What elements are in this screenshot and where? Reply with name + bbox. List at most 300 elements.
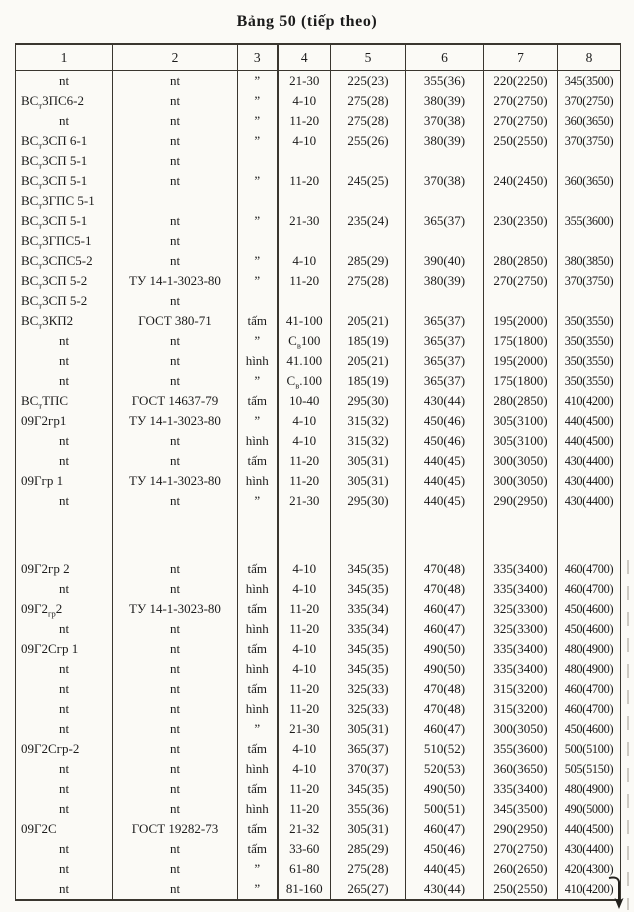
table-cell: tấm [238, 639, 278, 659]
table-cell: 250(2550) [484, 879, 558, 900]
table-cell: hình [238, 351, 278, 371]
table-cell: 355(36) [331, 799, 406, 819]
table-cell [278, 191, 331, 211]
table-cell: 470(48) [406, 699, 484, 719]
table-cell: 4-10 [278, 739, 331, 759]
table-cell: 325(3300) [484, 599, 558, 619]
standard-cell: nt [113, 131, 238, 151]
table-cell: 11-20 [278, 619, 331, 639]
table-cell: 380(3850) [558, 251, 621, 271]
table-cell: 4-10 [278, 251, 331, 271]
table-gap-row [16, 511, 621, 559]
standard-cell: nt [113, 451, 238, 471]
table-cell: 41-100 [278, 311, 331, 331]
table-cell: 450(46) [406, 839, 484, 859]
table-cell: ” [238, 211, 278, 231]
table-cell: 345(35) [331, 559, 406, 579]
table-cell: 490(50) [406, 659, 484, 679]
table-cell: 490(5000) [558, 799, 621, 819]
standard-cell: nt [113, 171, 238, 191]
table-cell: 350(3550) [558, 331, 621, 351]
table-cell: 220(2250) [484, 71, 558, 92]
table-row [16, 291, 621, 311]
table-row [16, 619, 621, 639]
table-cell: 370(2750) [558, 91, 621, 111]
table-row [16, 131, 621, 151]
grade-cell: $ВС_т3СП$ 5-1 [21, 153, 88, 171]
data-table [15, 43, 621, 901]
standard-cell: ГОСТ 14637-79 [113, 391, 238, 411]
standard-cell: nt [113, 619, 238, 639]
table-cell: 365(37) [406, 371, 484, 391]
table-cell: 430(44) [406, 879, 484, 900]
table-row [16, 719, 621, 739]
table-cell [558, 191, 621, 211]
table-cell: 460(47) [406, 719, 484, 739]
standard-cell: nt [113, 719, 238, 739]
table-cell: 205(21) [331, 351, 406, 371]
page-title: Bảng 50 (tiếp theo) [236, 13, 378, 30]
standard-cell: nt [113, 351, 238, 371]
table-cell: 335(3400) [484, 639, 558, 659]
table-cell: 4-10 [278, 131, 331, 151]
standard-cell: nt [113, 739, 238, 759]
table-row [16, 491, 621, 511]
table-cell: 61-80 [278, 859, 331, 879]
table-cell [484, 191, 558, 211]
table-cell: 280(2850) [484, 251, 558, 271]
table-cell: 4-10 [278, 579, 331, 599]
standard-cell: ТУ 14-1-3023-80 [113, 471, 238, 491]
table-cell: tấm [238, 559, 278, 579]
table-cell: hình [238, 431, 278, 451]
table-cell: ” [238, 131, 278, 151]
table-cell: 345(3500) [484, 799, 558, 819]
grade-cell: nt [58, 373, 70, 388]
table-cell: 420(4300) [558, 859, 621, 879]
table-cell: ” [238, 491, 278, 511]
table-cell: 270(2750) [484, 91, 558, 111]
grade-cell: nt [58, 113, 70, 128]
table-row [16, 331, 621, 351]
grade-cell: $09Г2_{гр}2$ [21, 601, 63, 619]
table-cell: 300(3050) [484, 719, 558, 739]
table-cell: 255(26) [331, 131, 406, 151]
table-cell: 325(33) [331, 699, 406, 719]
table-cell [238, 231, 278, 251]
table-row [16, 111, 621, 131]
table-cell: 275(28) [331, 859, 406, 879]
table-cell: 300(3050) [484, 451, 558, 471]
grade-cell: nt [58, 353, 70, 368]
standard-cell: nt [113, 859, 238, 879]
table-cell: tấm [238, 311, 278, 331]
standard-cell: nt [113, 839, 238, 859]
table-cell: 370(3750) [558, 271, 621, 291]
table-cell: 355(3600) [558, 211, 621, 231]
table-cell: 335(34) [331, 619, 406, 639]
table-cell: hình [238, 579, 278, 599]
table-cell: 195(2000) [484, 311, 558, 331]
standard-cell: ТУ 14-1-3023-80 [113, 411, 238, 431]
table-cell [406, 231, 484, 251]
table-row [16, 839, 621, 859]
table-cell [331, 151, 406, 171]
table-cell: 265(27) [331, 879, 406, 900]
table-row [16, 659, 621, 679]
table-cell: 355(3600) [484, 739, 558, 759]
table-cell: 365(37) [406, 351, 484, 371]
standard-cell: nt [113, 211, 238, 231]
table-cell: 510(52) [406, 739, 484, 759]
table-cell: ” [238, 331, 278, 351]
table-cell: 380(39) [406, 271, 484, 291]
table-cell [331, 291, 406, 311]
table-cell: 11-20 [278, 111, 331, 131]
table-cell: 335(34) [331, 599, 406, 619]
standard-cell: nt [113, 559, 238, 579]
grade-cell: $ВС_т3СП$ 5-2 [21, 273, 88, 291]
table-cell: 240(2450) [484, 171, 558, 191]
table-cell: tấm [238, 679, 278, 699]
table-cell: 355(36) [406, 71, 484, 92]
table-cell: 470(48) [406, 679, 484, 699]
grade-cell: nt [58, 333, 70, 348]
standard-cell: nt [113, 251, 238, 271]
table-cell: hình [238, 619, 278, 639]
table-cell [278, 291, 331, 311]
table-cell: hình [238, 699, 278, 719]
table-cell: 260(2650) [484, 859, 558, 879]
column-header: 5 [331, 44, 406, 71]
table-cell: 205(21) [331, 311, 406, 331]
table-cell: 380(39) [406, 91, 484, 111]
table-row [16, 471, 621, 491]
grade-cell: $ВС_т3СП$ 5-2 [21, 293, 88, 311]
table-cell: 365(37) [406, 311, 484, 331]
grade-cell: nt [58, 881, 70, 896]
table-cell: 11-20 [278, 679, 331, 699]
table-cell: 450(46) [406, 431, 484, 451]
table-cell: tấm [238, 779, 278, 799]
table-row [16, 271, 621, 291]
table-row [16, 151, 621, 171]
table-cell: ” [238, 719, 278, 739]
table-cell: ” [238, 251, 278, 271]
table-cell: 430(44) [406, 391, 484, 411]
table-cell: 275(28) [331, 91, 406, 111]
table-cell: 11-20 [278, 599, 331, 619]
table-cell: 490(50) [406, 639, 484, 659]
table-cell [278, 151, 331, 171]
table-cell: 430(4400) [558, 471, 621, 491]
table-cell: 440(4500) [558, 431, 621, 451]
table-cell: 460(4700) [558, 679, 621, 699]
table-cell: 450(4600) [558, 599, 621, 619]
table-row [16, 211, 621, 231]
table-cell: tấm [238, 451, 278, 471]
table-cell: 225(23) [331, 71, 406, 92]
table-cell: 350(3550) [558, 371, 621, 391]
table-cell: 430(4400) [558, 839, 621, 859]
standard-cell: ГОСТ 19282-73 [113, 819, 238, 839]
table-cell: hình [238, 759, 278, 779]
table-cell: 21-30 [278, 71, 331, 92]
table-cell: 305(31) [331, 819, 406, 839]
table-row [16, 231, 621, 251]
table-cell: 480(4900) [558, 779, 621, 799]
table-row [16, 599, 621, 619]
table-cell: 315(3200) [484, 679, 558, 699]
grade-cell: $ВС_т3СП$ 5-1 [21, 213, 88, 231]
grade-cell: 09Г2Сгр 1 [21, 641, 79, 656]
table-cell: 460(4700) [558, 699, 621, 719]
table-cell: 370(38) [406, 111, 484, 131]
header-row [16, 44, 621, 71]
table-cell [331, 191, 406, 211]
standard-cell: nt [113, 679, 238, 699]
scan-edge-artifact [627, 560, 629, 910]
table-row [16, 639, 621, 659]
table-row [16, 311, 621, 331]
standard-cell: ТУ 14-1-3023-80 [113, 599, 238, 619]
table-cell: ” [238, 411, 278, 431]
table-cell: 335(3400) [484, 559, 558, 579]
table-cell: ” [238, 859, 278, 879]
standard-cell: ГОСТ 380-71 [113, 311, 238, 331]
table-cell: 315(3200) [484, 699, 558, 719]
grade-cell: nt [58, 433, 70, 448]
table-row [16, 799, 621, 819]
table-cell: 480(4900) [558, 639, 621, 659]
table-row [16, 779, 621, 799]
table-row [16, 559, 621, 579]
table-cell: 450(4600) [558, 719, 621, 739]
table-cell: 380(39) [406, 131, 484, 151]
table-cell [278, 231, 331, 251]
column-header: 7 [484, 44, 558, 71]
table-cell: 305(31) [331, 471, 406, 491]
standard-cell: nt [113, 331, 238, 351]
table-cell: 11-20 [278, 171, 331, 191]
table-cell: 235(24) [331, 211, 406, 231]
table-cell: 365(37) [331, 739, 406, 759]
table-cell: 430(4400) [558, 451, 621, 471]
table-cell: 325(3300) [484, 619, 558, 639]
grade-cell: 09Ггр 1 [21, 473, 64, 488]
table-row [16, 171, 621, 191]
table-cell [238, 511, 278, 559]
table-cell: 11-20 [278, 451, 331, 471]
table-cell: 4-10 [278, 411, 331, 431]
table-cell: 480(4900) [558, 659, 621, 679]
table-row [16, 759, 621, 779]
grade-cell: $ВС_т3ГПС5-1$ [21, 233, 92, 251]
table-cell: ” [238, 71, 278, 92]
table-cell: ” [238, 271, 278, 291]
table-cell: ” [238, 371, 278, 391]
table-cell: 4-10 [278, 91, 331, 111]
standard-cell: nt [113, 111, 238, 131]
table-cell [406, 191, 484, 211]
table-cell: 440(45) [406, 451, 484, 471]
table-cell: 370(3750) [558, 131, 621, 151]
grade-cell: 09Г2С [21, 821, 57, 836]
table-cell: 315(32) [331, 431, 406, 451]
grade-cell: nt [58, 781, 70, 796]
table-cell: 345(3500) [558, 71, 621, 92]
table-row [16, 679, 621, 699]
table-cell: 370(38) [406, 171, 484, 191]
standard-cell: nt [113, 659, 238, 679]
grade-cell: 09Г2Сгр-2 [21, 741, 80, 756]
table-cell: 21-30 [278, 491, 331, 511]
table-cell: 345(35) [331, 639, 406, 659]
table-cell: 305(31) [331, 451, 406, 471]
table-cell: 230(2350) [484, 211, 558, 231]
table-cell: 460(47) [406, 819, 484, 839]
table-cell [484, 151, 558, 171]
column-header: 1 [16, 44, 113, 71]
table-cell: 4-10 [278, 431, 331, 451]
table-cell: 275(28) [331, 271, 406, 291]
table-cell: 295(30) [331, 391, 406, 411]
table-row [16, 251, 621, 271]
standard-cell: nt [113, 491, 238, 511]
table-cell: 11-20 [278, 699, 331, 719]
table-cell: 250(2550) [484, 131, 558, 151]
table-cell: 270(2750) [484, 839, 558, 859]
table-cell: 10-40 [278, 391, 331, 411]
standard-cell: ТУ 14-1-3023-80 [113, 271, 238, 291]
table-cell [558, 291, 621, 311]
table-cell [558, 231, 621, 251]
table-cell [331, 511, 406, 559]
table-cell: $С_в100$ [278, 331, 331, 351]
grade-cell: $ВС_т3КП2$ [21, 313, 74, 331]
table-cell: 290(2950) [484, 819, 558, 839]
table-cell: 470(48) [406, 579, 484, 599]
column-header: 6 [406, 44, 484, 71]
table-cell: 430(4400) [558, 491, 621, 511]
grade-cell: 09Г2гр1 [21, 413, 67, 428]
standard-cell: nt [113, 799, 238, 819]
column-header: 3 [238, 44, 278, 71]
table-row [16, 371, 621, 391]
column-header: 8 [558, 44, 621, 71]
table-cell: 490(50) [406, 779, 484, 799]
table-cell [331, 231, 406, 251]
table-cell: 440(4500) [558, 819, 621, 839]
table-cell: 500(51) [406, 799, 484, 819]
table-cell: 325(33) [331, 679, 406, 699]
grade-cell: nt [58, 861, 70, 876]
standard-cell: nt [113, 431, 238, 451]
table-cell: 21-32 [278, 819, 331, 839]
grade-cell: $ВС_т3ПС6-2$ [21, 93, 84, 111]
table-row [16, 451, 621, 471]
table-cell: 4-10 [278, 659, 331, 679]
table-cell [16, 511, 113, 559]
table-cell [558, 511, 621, 559]
table-cell [278, 511, 331, 559]
table-cell [113, 511, 238, 559]
table-cell: 520(53) [406, 759, 484, 779]
table-cell: tấm [238, 839, 278, 859]
table-cell: 245(25) [331, 171, 406, 191]
table-cell: 460(4700) [558, 579, 621, 599]
table-cell: 11-20 [278, 779, 331, 799]
table-cell [238, 151, 278, 171]
grade-cell: nt [58, 841, 70, 856]
table-cell: 500(5100) [558, 739, 621, 759]
table-row [16, 91, 621, 111]
table-row [16, 739, 621, 759]
table-cell: 450(4600) [558, 619, 621, 639]
standard-cell [113, 191, 238, 211]
table-cell: 185(19) [331, 331, 406, 351]
table-cell: 285(29) [331, 839, 406, 859]
table-cell: 4-10 [278, 759, 331, 779]
table-cell: 21-30 [278, 719, 331, 739]
table-cell: 41.100 [278, 351, 331, 371]
grade-cell: $ВС_т3СП$ 5-1 [21, 173, 88, 191]
standard-cell: nt [113, 879, 238, 900]
grade-cell: $ВС_т3СП$ 6-1 [21, 133, 88, 151]
table-cell: tấm [238, 739, 278, 759]
standard-cell: nt [113, 699, 238, 719]
table-cell [558, 151, 621, 171]
table-cell: 285(29) [331, 251, 406, 271]
table-cell: 4-10 [278, 559, 331, 579]
table-cell: 335(3400) [484, 579, 558, 599]
table-cell: 33-60 [278, 839, 331, 859]
standard-cell: nt [113, 579, 238, 599]
grade-cell: nt [58, 721, 70, 736]
table-cell [238, 191, 278, 211]
table-cell: 460(47) [406, 619, 484, 639]
table-cell: 345(35) [331, 579, 406, 599]
table-cell: 305(3100) [484, 411, 558, 431]
standard-cell: nt [113, 151, 238, 171]
table-cell: 4-10 [278, 639, 331, 659]
standard-cell: nt [113, 91, 238, 111]
table-cell [406, 151, 484, 171]
table-cell: 360(3650) [484, 759, 558, 779]
table-cell: 365(37) [406, 211, 484, 231]
table-cell: 11-20 [278, 799, 331, 819]
grade-cell: $ВС_т3СПС5-2$ [21, 253, 93, 271]
table-cell: 195(2000) [484, 351, 558, 371]
table-cell: 440(4500) [558, 411, 621, 431]
grade-cell: nt [58, 661, 70, 676]
table-cell: hình [238, 471, 278, 491]
table-cell [484, 511, 558, 559]
table-cell: 470(48) [406, 559, 484, 579]
table-cell: 345(35) [331, 659, 406, 679]
grade-cell: nt [58, 493, 70, 508]
table-cell: 300(3050) [484, 471, 558, 491]
grade-cell: nt [58, 801, 70, 816]
table-row [16, 411, 621, 431]
table-cell: 360(3650) [558, 111, 621, 131]
table-cell: ” [238, 91, 278, 111]
table-cell: 305(31) [331, 719, 406, 739]
table-row [16, 191, 621, 211]
table-cell [484, 231, 558, 251]
table-row [16, 859, 621, 879]
column-header: 4 [278, 44, 331, 71]
